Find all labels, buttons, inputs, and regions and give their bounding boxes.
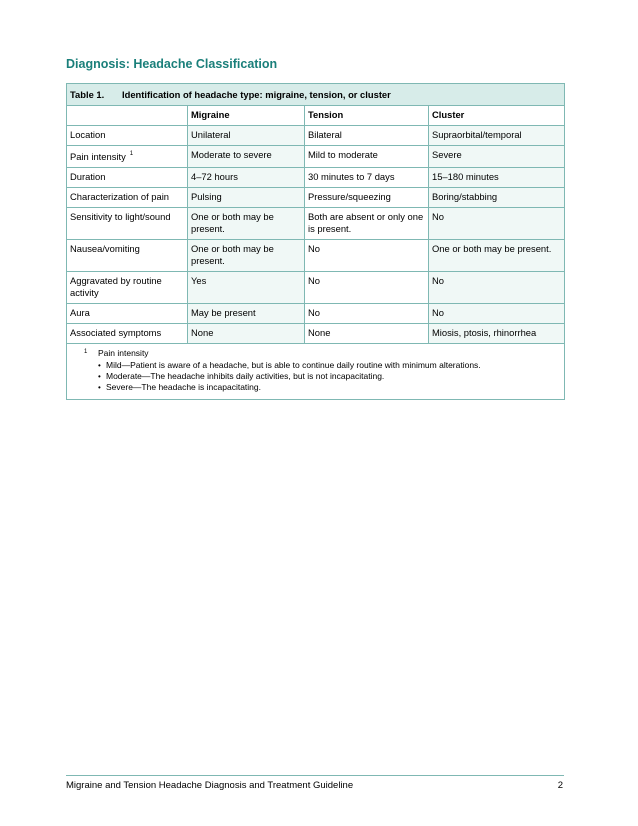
cell-cluster: No (432, 307, 444, 319)
cell-tension: No (308, 243, 320, 255)
footer-title: Migraine and Tension Headache Diagnosis and Treatment Guideline (66, 780, 354, 791)
footnote-number: 1 (84, 349, 88, 356)
cell-cluster: No (432, 211, 444, 223)
column-header-cluster: Cluster (429, 106, 565, 126)
footnote-reference: 1 (129, 151, 134, 157)
row-label: Nausea/vomiting (70, 243, 140, 255)
footer-rule (66, 775, 564, 776)
cell-tension: Pressure/squeezing (308, 191, 391, 203)
row-label: Aggravated by routine activity (70, 275, 162, 299)
table-body (67, 126, 565, 344)
row-label: Aura (70, 307, 90, 319)
table-row (67, 272, 565, 304)
cell-migraine: 4–72 hours (191, 171, 238, 183)
footnote-item-severe: • Severe—The headache is incapacitating. (98, 382, 560, 393)
row-label: Pain intensity (70, 151, 126, 163)
row-label: Associated symptoms (70, 327, 162, 339)
cell-tension: 30 minutes to 7 days (308, 171, 395, 183)
section-heading: Diagnosis: Headache Classification (66, 57, 278, 71)
footnote-list (98, 360, 560, 393)
cell-migraine: Unilateral (191, 129, 231, 140)
cell-tension: Bilateral (308, 129, 342, 140)
row-label: Characterization of pain (70, 191, 170, 203)
cell-tension: No (308, 275, 320, 287)
table-row (67, 324, 565, 344)
cell-migraine: None (191, 327, 214, 339)
row-label: Location (70, 129, 106, 140)
page-number: 2 (557, 780, 563, 791)
footnote-item-moderate: • Moderate—The headache inhibits daily activities, but is not incapacitating. (98, 371, 560, 382)
table-header-row (67, 106, 565, 126)
cell-migraine: One or both may be present. (191, 211, 274, 235)
column-header-migraine: Migraine (188, 106, 305, 126)
table-caption-row (67, 84, 565, 106)
table-row (67, 126, 565, 146)
cell-cluster: Miosis, ptosis, rhinorrhea (432, 327, 537, 339)
cell-migraine: Moderate to severe (191, 149, 272, 160)
table-row (67, 188, 565, 208)
cell-migraine: Pulsing (191, 191, 222, 203)
cell-migraine: Yes (191, 275, 207, 287)
table-row (67, 304, 565, 324)
cell-tension: None (308, 327, 331, 339)
headache-classification-table (66, 83, 565, 400)
cell-cluster: One or both may be present. (432, 243, 552, 255)
cell-tension: No (308, 307, 320, 319)
table-footnote-row (67, 344, 565, 400)
cell-cluster: 15–180 minutes (432, 171, 499, 183)
cell-cluster: Severe (432, 149, 462, 160)
footnote-title: Pain intensity (98, 348, 149, 359)
cell-tension: Mild to moderate (308, 149, 378, 160)
column-header-empty (67, 106, 188, 126)
table-row (67, 240, 565, 272)
table-number: Table 1. (70, 89, 105, 100)
table-row (67, 146, 565, 168)
table-row (67, 168, 565, 188)
table-row (67, 208, 565, 240)
row-label: Duration (70, 171, 106, 183)
cell-migraine: One or both may be present. (191, 243, 274, 267)
row-label: Sensitivity to light/sound (70, 211, 171, 223)
cell-cluster: No (432, 275, 444, 287)
footnote-item-mild: • Mild—Patient is aware of a headache, but is able to continue daily routine with minimum alterations. (98, 360, 560, 371)
cell-cluster: Boring/stabbing (432, 191, 498, 203)
column-header-tension: Tension (305, 106, 429, 126)
cell-cluster: Supraorbital/temporal (432, 129, 522, 140)
cell-tension: Both are absent or only one is present. (308, 211, 424, 235)
cell-migraine: May be present (191, 307, 256, 319)
table-title: Identification of headache type: migraine, tension, or cluster (122, 89, 391, 100)
footnote (70, 348, 560, 393)
